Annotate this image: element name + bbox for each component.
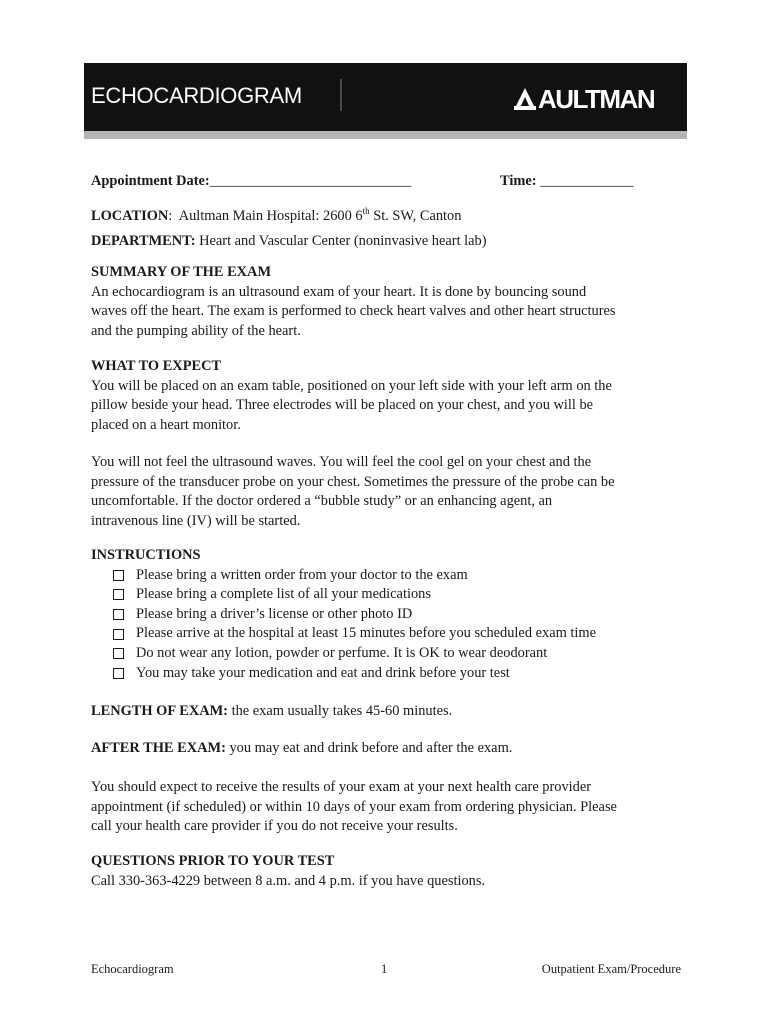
- expect-section: [91, 357, 691, 435]
- after-text: you may eat and drink before and after the exam.: [229, 740, 513, 756]
- results-paragraph: [91, 778, 691, 837]
- header-underline: [84, 131, 687, 139]
- checkbox-icon[interactable]: [113, 648, 124, 659]
- expect-line: intravenous line (IV) will be started.: [91, 512, 301, 529]
- summary-line: waves off the heart. The exam is performed to check heart valves and other heart structures: [91, 303, 616, 319]
- checkbox-icon[interactable]: [113, 589, 124, 600]
- appointment-date-blank: ____________________________: [209, 173, 412, 189]
- expect-line: pressure of the transducer probe on your chest. Sometimes the pressure of the probe can be: [91, 473, 615, 490]
- length-label: LENGTH OF EXAM:: [91, 703, 228, 719]
- summary-heading: SUMMARY OF THE EXAM: [91, 264, 272, 280]
- aultman-logo: [514, 84, 654, 114]
- expect-line: You will be placed on an exam table, positioned on your left side with your left arm on the: [91, 377, 612, 394]
- checklist-item-text: You may take your medication and eat and drink before your test: [136, 664, 510, 681]
- results-line: You should expect to receive the results of your exam at your next health care provider: [91, 779, 592, 795]
- checklist-item-text: Please arrive at the hospital at least 15 minutes before you scheduled exam time: [136, 625, 596, 642]
- appointment-time-blank: _____________: [540, 173, 634, 189]
- checklist-item: [113, 644, 691, 664]
- expect-heading: WHAT TO EXPECT: [91, 358, 222, 374]
- department-label: DEPARTMENT:: [91, 233, 196, 249]
- location-colon: :: [168, 207, 173, 224]
- summary-section: [91, 263, 691, 341]
- checkbox-icon[interactable]: [113, 629, 124, 640]
- checkbox-icon[interactable]: [113, 570, 124, 581]
- results-line: appointment (if scheduled) or within 10 days of your exam from ordering physician. Please: [91, 798, 617, 815]
- checklist-item-text: Please bring a written order from your doctor to the exam: [136, 566, 468, 583]
- location-street: St. SW, Canton: [369, 207, 462, 224]
- appointment-time-label: Time:: [500, 173, 537, 189]
- location-label: LOCATION: [91, 207, 169, 224]
- summary-line: An echocardiogram is an ultrasound exam of your heart. It is done by bouncing sound: [91, 283, 587, 300]
- after-label: AFTER THE EXAM:: [91, 740, 226, 756]
- logo-text: AULTMAN: [538, 84, 655, 114]
- footer-left: Echocardiogram: [91, 962, 174, 976]
- page-number: 1: [381, 962, 388, 976]
- instructions-section: [91, 546, 691, 683]
- footer-right: Outpatient Exam/Procedure: [541, 962, 681, 976]
- expect-line: uncomfortable. If the doctor ordered a “bubble study” or an enhancing agent, an: [91, 493, 553, 509]
- length-line: [91, 702, 691, 722]
- length-text: the exam usually takes 45-60 minutes.: [231, 703, 453, 719]
- instructions-heading: INSTRUCTIONS: [91, 547, 201, 563]
- checklist-item: [113, 566, 691, 586]
- expect-line: pillow beside your head. Three electrodes will be placed on your chest, and you will be: [91, 397, 594, 413]
- checklist-item-text: Do not wear any lotion, powder or perfume. It is OK to wear deodorant: [136, 644, 548, 661]
- instructions-checklist: [91, 566, 691, 684]
- location-address: : 2600 6: [315, 207, 363, 224]
- questions-section: [91, 852, 691, 891]
- appointment-date-label: Appointment Date:: [91, 173, 210, 189]
- summary-line: and the pumping ability of the heart.: [91, 322, 301, 339]
- aultman-logo-icon: [514, 88, 536, 110]
- document-header: [84, 63, 687, 131]
- expect-paragraph-2: [91, 453, 691, 531]
- expect-line: placed on a heart monitor.: [91, 416, 241, 433]
- location-superscript: th: [362, 206, 370, 216]
- checkbox-icon[interactable]: [113, 609, 124, 620]
- after-line: [91, 739, 691, 759]
- appointment-date: [91, 172, 411, 192]
- questions-text: Call 330-363-4229 between 8 a.m. and 4 p.m. if you have questions.: [91, 872, 486, 889]
- checklist-item: [113, 663, 691, 683]
- checklist-item-text: Please bring a driver’s license or other photo ID: [136, 605, 413, 622]
- checklist-item: [113, 624, 691, 644]
- results-line: call your health care provider if you do not receive your results.: [91, 818, 458, 834]
- checkbox-icon[interactable]: [113, 668, 124, 679]
- checklist-item: [113, 605, 691, 625]
- questions-heading: QUESTIONS PRIOR TO YOUR TEST: [91, 853, 335, 869]
- header-divider: [340, 79, 342, 111]
- department-line: [91, 232, 691, 252]
- document-title: ECHOCARDIOGRAM: [91, 83, 302, 108]
- checklist-item: [113, 585, 691, 605]
- expect-line: You will not feel the ultrasound waves. You will feel the cool gel on your chest and the: [91, 454, 592, 470]
- department-text: Heart and Vascular Center (noninvasive heart lab): [199, 233, 487, 249]
- checklist-item-text: Please bring a complete list of all your medications: [136, 586, 431, 603]
- location-name: Aultman Main Hospital: [178, 207, 316, 224]
- location-line: [91, 202, 691, 226]
- appointment-time: [500, 172, 634, 192]
